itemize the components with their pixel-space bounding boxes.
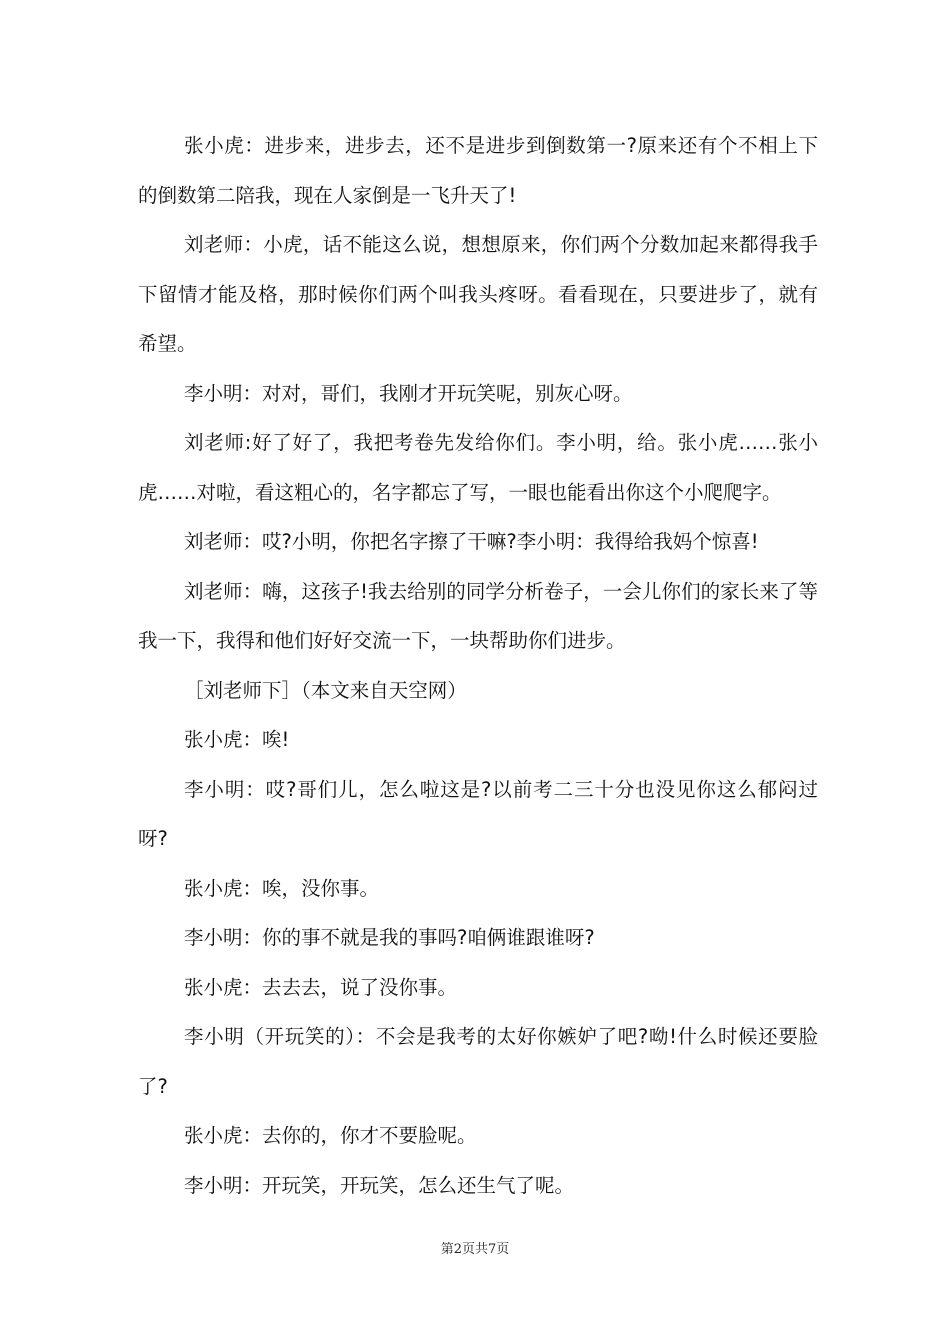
paragraph: 张小虎：唉! <box>184 728 290 751</box>
paragraph: 李小明：对对，哥们，我刚才开玩笑呢，别灰心呀。 <box>184 381 633 405</box>
document-body <box>138 121 818 1210</box>
page-number-footer: 第2页共7页 <box>440 1242 510 1257</box>
paragraph: 李小明：哎?哥们儿，怎么啦这是?以前考二三十分也没见你这么郁闷过呀? <box>138 777 818 850</box>
paragraph: 张小虎：进步来，进步去，还不是进步到倒数第一?原来还有个不相上下的倒数第二陪我，现在人家倒是一飞升天了! <box>138 134 818 207</box>
paragraph: 张小虎：唉，没你事。 <box>184 876 380 900</box>
paragraph: 刘老师：嗨，这孩子!我去给别的同学分析卷子，一会儿你们的家长来了等我一下，我得和他们好好交流一下，一块帮助你们进步。 <box>138 579 818 652</box>
paragraph: 刘老师：小虎，话不能这么说，想想原来，你们两个分数加起来都得我手下留情才能及格，那时候你们两个叫我头疼呀。看看现在，只要进步了，就有希望。 <box>138 233 818 355</box>
paragraph: 李小明：你的事不就是我的事吗?咱俩谁跟谁呀? <box>184 926 595 949</box>
stage-direction: ［刘老师下］（本文来自天空网） <box>184 678 467 702</box>
paragraph: 刘老师:好了好了，我把考卷先发给你们。李小明，给。张小虎……张小虎……对啦，看这粗心的，名字都忘了写，一眼也能看出你这个小爬爬字。 <box>138 431 818 504</box>
paragraph: 刘老师：哎?小明，你把名字擦了干嘛?李小明：我得给我妈个惊喜! <box>184 530 759 553</box>
paragraph: 李小明（开玩笑的）：不会是我考的太好你嫉妒了吧?呦!什么时候还要脸了? <box>138 1025 818 1098</box>
paragraph: 张小虎：去去去，说了没你事。 <box>184 975 458 999</box>
paragraph: 张小虎：去你的，你才不要脸呢。 <box>184 1124 477 1147</box>
paragraph: 李小明：开玩笑，开玩笑，怎么还生气了呢。 <box>184 1173 575 1197</box>
